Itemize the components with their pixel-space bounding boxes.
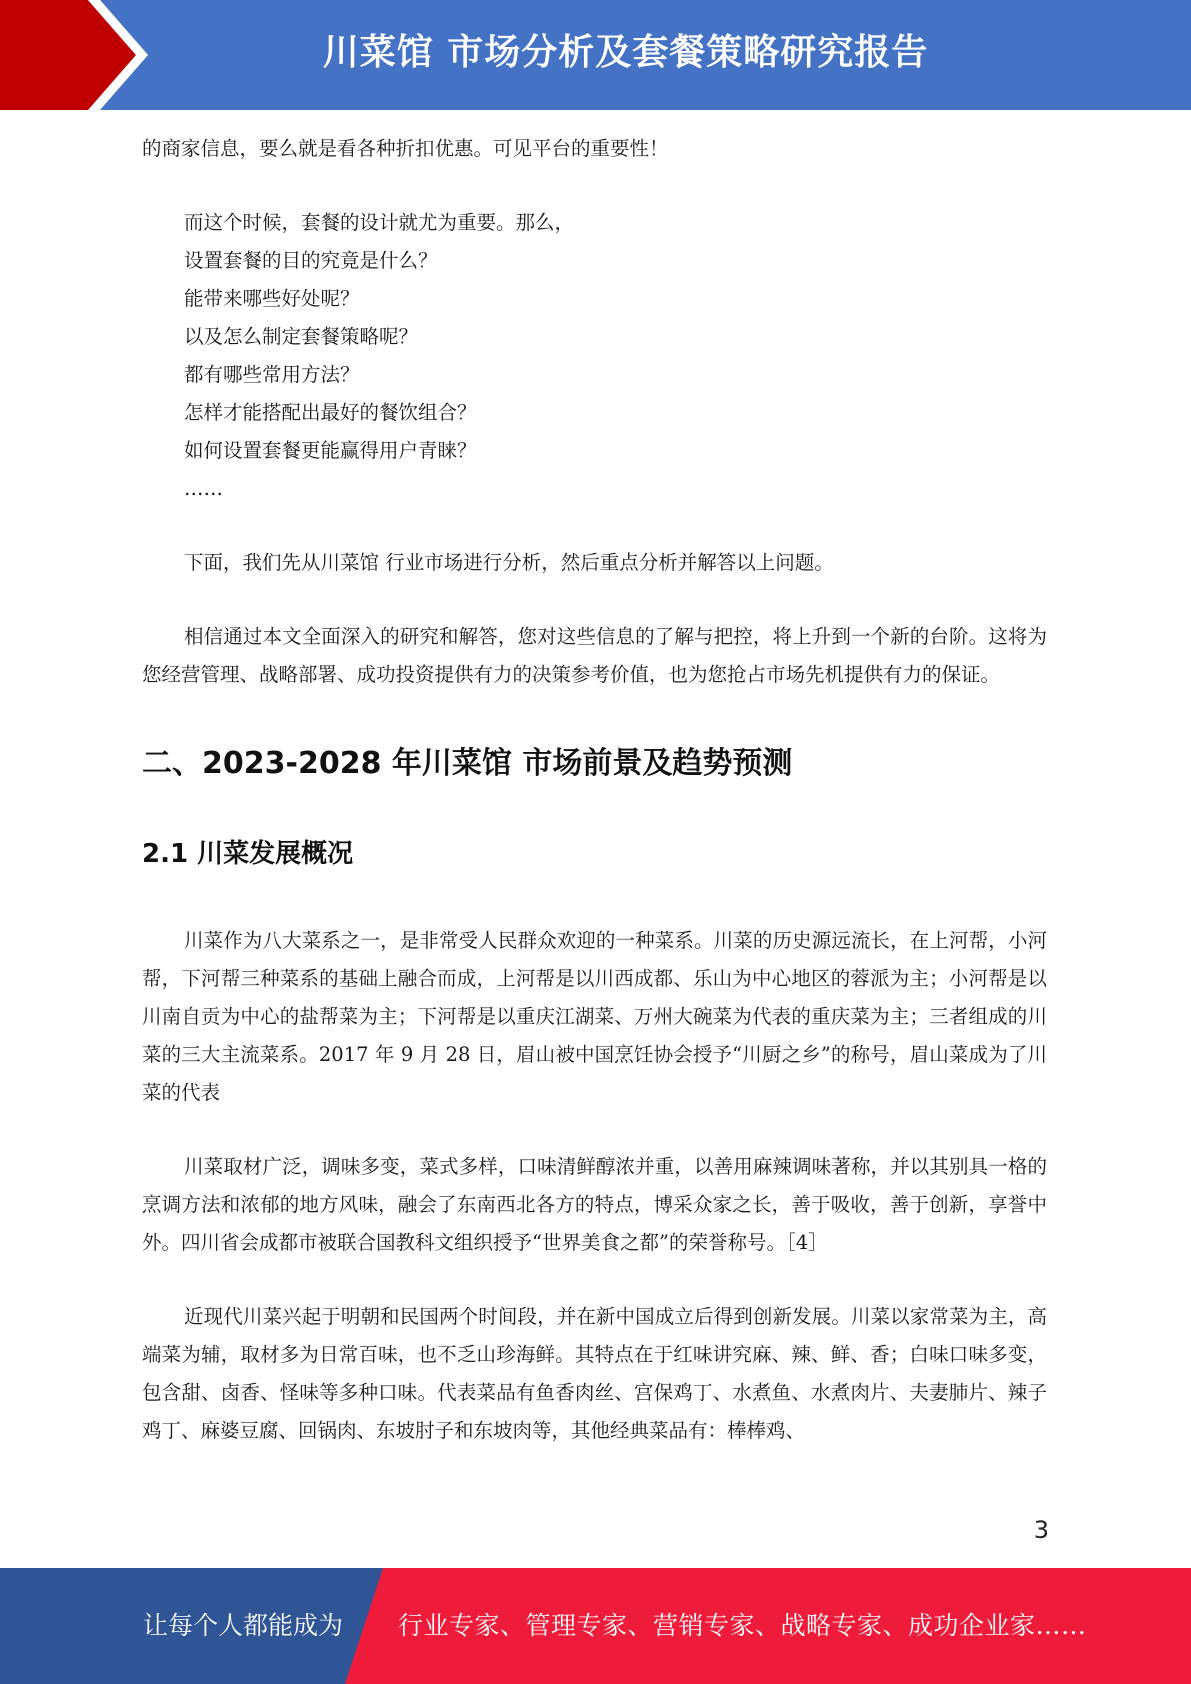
section-title: 二、2023-2028 年川菜馆 市场前景及趋势预测: [142, 746, 793, 781]
next-step-paragraph: 下面，我们先从川菜馆 行业市场进行分析，然后重点分析并解答以上问题。: [184, 551, 834, 574]
subsection-title: 2.1 川菜发展概况: [142, 839, 354, 869]
header-banner: [0, 0, 1191, 110]
believe-paragraph: 相信通过本文全面深入的研究和解答，您对这些信息的了解与把控，将上升到一个新的台阶。这将为您经营管理、战略部署、成功投资提供有力的决策参考价值，也为您抢占市场先机提供有力的保证。: [142, 625, 1047, 686]
document-body: [142, 130, 1047, 1450]
body-paragraph: 川菜取材广泛，调味多变，菜式多样，口味清鲜醇浓并重，以善用麻辣调味著称，并以其别具一格的烹调方法和浓郁的地方风味，融会了东南西北各方的特点，博采众家之长，善于吸收，善于创新，享誉中外。四川省会成都市被联合国教科文组织授予“世界美食之都”的荣誉称号。［4］: [142, 1155, 1047, 1254]
footer-slogan-left: 让每个人都能成为: [143, 1611, 344, 1640]
question-item: 以及怎么制定套餐策略呢？: [184, 325, 419, 348]
body-paragraph: 近现代川菜兴起于明朝和民国两个时间段，并在新中国成立后得到创新发展。川菜以家常菜为主，高端菜为辅，取材多为日常百味，也不乏山珍海鲜。其特点在于红味讲究麻、辣、鲜、香；白味口味多变，包含甜、卤香、怪味等多种口味。代表菜品有鱼香肉丝、宫保鸡丁、水煮鱼、水煮肉片、夫妻肺片、辣子鸡丁、麻婆豆腐、回锅肉、东坡肘子和东坡肉等，其他经典菜品有：棒棒鸡、: [142, 1305, 1047, 1442]
question-item: 怎样才能搭配出最好的餐饮组合？: [184, 401, 477, 424]
report-title: 川菜馆 市场分析及套餐策略研究报告: [322, 32, 929, 73]
question-item: 能带来哪些好处呢？: [184, 287, 360, 310]
question-item: 都有哪些常用方法？: [184, 363, 360, 386]
footer-banner: [0, 1568, 1191, 1684]
question-item: 设置套餐的目的究竟是什么？: [184, 249, 438, 272]
question-list: [142, 204, 1047, 508]
page-number: 3: [1033, 1516, 1049, 1544]
body-paragraph: 川菜作为八大菜系之一，是非常受人民群众欢迎的一种菜系。川菜的历史源远流长，在上河帮，小河帮，下河帮三种菜系的基础上融合而成，上河帮是以川西成都、乐山为中心地区的蓉派为主；小河帮是以川南自贡为中心的盐帮菜为主；下河帮是以重庆江湖菜、万州大碗菜为代表的重庆菜为主；三者组成的川菜的三大主流菜系。2017 年 9 月 28 日，眉山被中国烹饪协会授予“川厨之乡”的称号，眉山菜成为了川菜的代表: [142, 929, 1047, 1104]
question-item: ……: [184, 477, 223, 500]
intro-tail-paragraph: 的商家信息，要么就是看各种折扣优惠。可见平台的重要性！: [142, 137, 669, 160]
footer-slogan-right: 行业专家、管理专家、营销专家、战略专家、成功企业家……: [398, 1611, 1087, 1640]
question-item: 如何设置套餐更能赢得用户青睐？: [184, 439, 477, 462]
question-item: 而这个时候，套餐的设计就尤为重要。那么，: [184, 211, 575, 234]
